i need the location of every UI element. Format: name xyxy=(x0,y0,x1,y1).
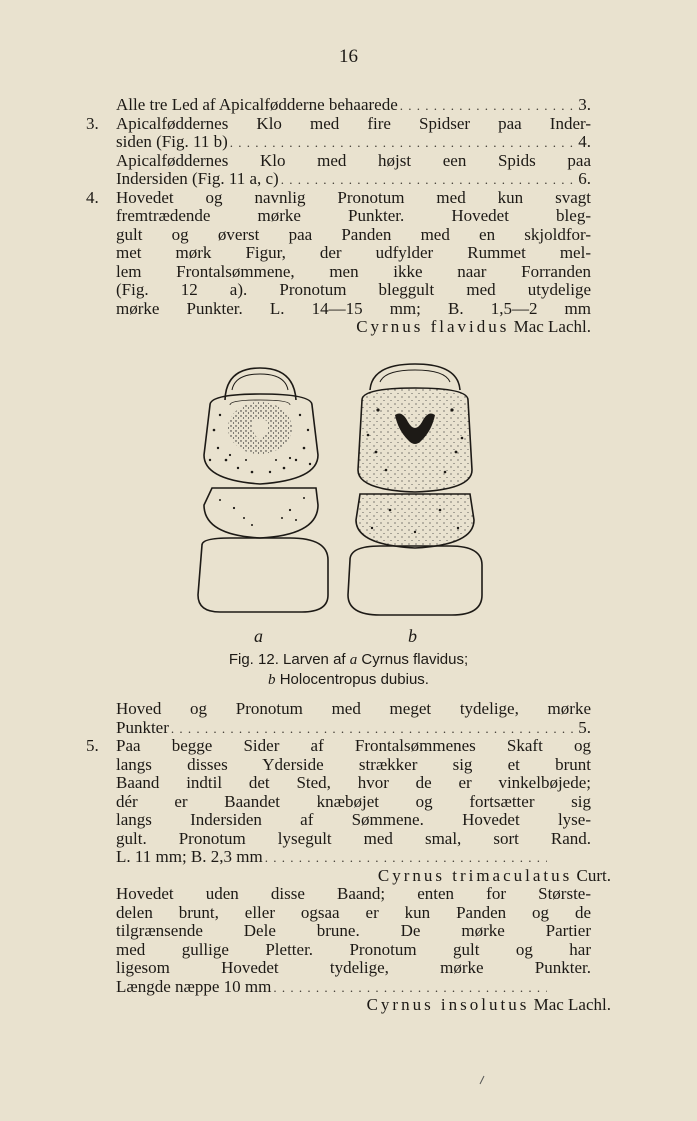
couplet-number: 5. xyxy=(86,736,99,755)
caption-line-2 xyxy=(0,670,697,690)
key-line xyxy=(86,133,591,152)
key-text: Indersiden (Fig. 11 a, c) xyxy=(116,169,279,188)
key-text: gult. Pronotum lysegult med smal, sort Rand. xyxy=(116,828,591,848)
key-text: langs disses Yderside strækker sig et brunt xyxy=(116,754,591,774)
species-line xyxy=(86,318,591,337)
key-text: Længde næppe 10 mm xyxy=(116,976,272,996)
key-text: Baand indtil det Sted, hvor de er vinkelbøjede; xyxy=(116,773,591,792)
caption-line-1 xyxy=(0,650,697,670)
key-text: ligesom Hovedet tydelige, mørke Punkter. xyxy=(116,958,591,977)
couplet-3 xyxy=(86,115,591,134)
key-text: Hovedet og navnlig Pronotum med kun svagt xyxy=(116,187,591,207)
key-text: med gullige Pletter. Pronotum gult og har xyxy=(116,939,591,959)
key-reference: 6. xyxy=(578,169,591,188)
species-name: Cyrnus insolutus xyxy=(366,995,530,1014)
key-line xyxy=(86,719,591,738)
key-text: Punkter xyxy=(116,717,169,737)
caption-text: Fig. 12. Larven af xyxy=(228,651,346,668)
caption-text: Holocentropus dubius. xyxy=(279,671,429,688)
key-reference: 4. xyxy=(578,132,591,151)
key-text: gult og øverst paa Panden med en skjoldfor- xyxy=(116,224,591,244)
key-text: lem Frontalsømmene, men ikke naar Forranden xyxy=(116,261,591,281)
key-text: met mørk Figur, der udfylder Rummet mel- xyxy=(116,243,591,262)
caption-italic: a xyxy=(349,652,358,668)
key-text: Apicalføddernes Klo med højst een Spids paa xyxy=(116,150,591,170)
page-number: 16 xyxy=(339,46,358,67)
key-text: langs Indersiden af Sømmene. Hovedet lyse- xyxy=(116,810,591,829)
species-author: Mac Lachl. xyxy=(513,317,591,336)
key-text: Alle tre Led af Apicalfødderne behaarede xyxy=(116,95,398,114)
caption-italic: b xyxy=(268,672,276,688)
key-text: tilgrænsende Dele brune. De mørke Partier xyxy=(116,921,591,940)
species-line xyxy=(86,995,611,1015)
key-text: (Fig. 12 a). Pronotum bleggult med utydelige xyxy=(116,280,591,299)
figure-label-b: b xyxy=(408,626,417,646)
key-text: dér er Baandet knæbøjet og fortsætter sig xyxy=(116,791,591,811)
key-text: L. 11 mm; B. 2,3 mm xyxy=(116,847,263,866)
key-line xyxy=(86,848,591,867)
species-name: Cyrnus flavidus xyxy=(356,317,510,336)
caption-text: Cyrnus flavidus; xyxy=(361,651,469,668)
couplet-4 xyxy=(86,189,591,208)
key-text: Apicalføddernes Klo med fire Spidser paa Inder- xyxy=(116,113,591,133)
key-line xyxy=(86,170,591,189)
key-line xyxy=(86,152,591,171)
couplet-number: 3. xyxy=(86,113,99,133)
key-text: Hoved og Pronotum med meget tydelige, mørke xyxy=(116,699,591,718)
key-line xyxy=(86,96,591,115)
larva-b-drawing xyxy=(348,364,482,615)
key-text: mørke Punkter. L. 14—15 mm; B. 1,5—2 mm xyxy=(116,298,591,318)
species-name: Cyrnus trimaculatus xyxy=(377,865,573,885)
figure-label-a: a xyxy=(254,626,263,646)
species-line xyxy=(86,865,611,886)
species-author: Mac Lachl. xyxy=(533,995,611,1014)
key-text: siden (Fig. 11 b) xyxy=(116,132,228,151)
figure-caption xyxy=(0,650,697,690)
larva-a-drawing xyxy=(198,368,328,612)
key-text: Hovedet uden disse Baand; enten for Største- xyxy=(116,884,591,903)
key-reference: 3. xyxy=(578,95,591,114)
couplet-number: 4. xyxy=(86,187,99,207)
key-block-2 xyxy=(86,699,611,1015)
key-text: fremtrædende mørke Punkter. Hovedet bleg- xyxy=(116,206,591,225)
paper-speck xyxy=(478,1075,486,1085)
key-line xyxy=(86,978,591,997)
species-author: Curt. xyxy=(576,865,611,885)
key-block-1 xyxy=(86,96,591,337)
larva-figure xyxy=(190,360,500,650)
key-reference: 5. xyxy=(578,717,591,737)
key-text: Paa begge Sider af Frontalsømmenes Skaft og xyxy=(116,736,591,755)
key-text: delen brunt, eller ogsaa er kun Panden og de xyxy=(116,902,591,922)
couplet-5 xyxy=(86,737,591,756)
